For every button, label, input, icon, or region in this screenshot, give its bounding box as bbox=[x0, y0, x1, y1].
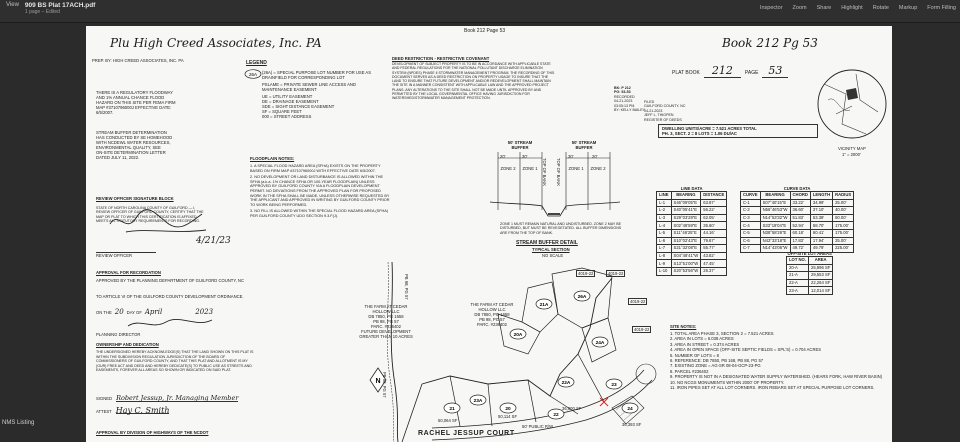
stream-buffer-section bbox=[490, 150, 620, 220]
curve-data-row-cell: 53.39' bbox=[810, 214, 832, 222]
offsite-lot-row-cell: 20-A bbox=[787, 264, 809, 272]
toolbar-left bbox=[6, 2, 95, 15]
svg-text:23: 23 bbox=[611, 382, 617, 388]
line-data-row bbox=[657, 252, 727, 260]
curve-data-title: CURVE DATA bbox=[783, 186, 811, 191]
curve-data-row-cell: C-7 bbox=[741, 245, 761, 253]
curve-header: CHORD bbox=[790, 192, 810, 200]
line-data-row-cell: S13°51'00"W bbox=[671, 260, 701, 268]
stream-note-line: WITH NCDEWL WATER RESOURCES, bbox=[96, 140, 171, 145]
curve-data-row-cell: 17.94' bbox=[810, 237, 832, 245]
lot-number bbox=[536, 299, 552, 309]
line-data-row bbox=[657, 229, 727, 237]
curve-data-row-cell: 52.94' bbox=[790, 222, 810, 230]
floodplain-note-line: 6/5/2007. bbox=[96, 110, 114, 115]
line-data-row-cell: S20°53'56"W bbox=[671, 267, 701, 275]
special-lot-symbol bbox=[244, 69, 262, 79]
curve-data-row-cell: 33.22' bbox=[790, 199, 810, 207]
svg-text:26A: 26A bbox=[577, 294, 587, 300]
toolbar-tools bbox=[760, 5, 956, 11]
offsite-lot-row-cell: 25,996 SF bbox=[808, 264, 832, 272]
ownership-title: OWNERSHIP AND DEDICATION bbox=[96, 342, 159, 347]
line-data-row-cell: 79.67' bbox=[701, 237, 727, 245]
farm-label-line: PB 98, PG 57 bbox=[479, 317, 505, 322]
legend-title: LEGEND bbox=[246, 60, 267, 66]
plat-drawing bbox=[282, 258, 658, 442]
offsite-lot-row bbox=[787, 279, 833, 287]
site-note: 10. NO NCGS MONUMENTS WITHIN 2000' OF PROPERTY. bbox=[670, 379, 785, 385]
stream-note-line: ENVIRONMENTAL QUALITY, SEE bbox=[96, 145, 161, 150]
curve-data-row-cell: 60.41' bbox=[810, 229, 832, 237]
line-data-row-cell: S04°48'41"W bbox=[671, 252, 701, 260]
farm-label-line: PARC. #236402 bbox=[477, 322, 507, 327]
line-data-row-cell: 43.82' bbox=[701, 252, 727, 260]
legend-list bbox=[262, 70, 380, 119]
offsite-lot-row-cell: 23-A bbox=[787, 287, 809, 295]
road-name: RACHEL JESSUP COURT bbox=[418, 430, 515, 437]
lot-area: 50,114 SF bbox=[498, 414, 518, 419]
line-data-row-cell: L-2 bbox=[657, 207, 672, 215]
farm-label-line: PARC. #236402 bbox=[371, 324, 401, 329]
curve-data-row-cell: 36.60' bbox=[790, 207, 810, 215]
curve-data-row bbox=[741, 199, 854, 207]
curve-data-row-cell: C-3 bbox=[741, 214, 761, 222]
lot-number bbox=[470, 395, 486, 405]
line-data-row bbox=[657, 222, 727, 230]
parcel-tag: 4019-22 bbox=[630, 299, 646, 304]
legend-item: SF = SQUARE FEET bbox=[262, 109, 302, 114]
line-header: LINE bbox=[657, 192, 672, 200]
curve-data-row-cell: N38°58'26"E bbox=[760, 229, 790, 237]
dwelling-line-2: PH. 3, SECT. 2 = 8 LOTS = 1.06 DU/AC bbox=[662, 131, 737, 136]
stream-note-line: STREAM BUFFER DETERMINATION bbox=[96, 130, 167, 135]
curve-header: LENGTH bbox=[810, 192, 832, 200]
approval-highways: APPROVAL BY DIVISION OF HIGHWAYS OF THE NCDOT bbox=[96, 430, 209, 435]
svg-text:21: 21 bbox=[449, 406, 455, 412]
line-data-row-cell: 35.60' bbox=[701, 222, 727, 230]
curve-data-row-cell: 60.18' bbox=[790, 229, 810, 237]
line-data-row bbox=[657, 214, 727, 222]
buffer-right-title: 50' STREAM BUFFER bbox=[571, 140, 597, 150]
offsite-lot-row bbox=[787, 264, 833, 272]
review-officer-text: STATE OF NORTH CAROLINA COUNTY OF GUILFORD — I, REVIEW OFFICER OF GUILFORD COUNTY, CERTIFY THAT THE MAP OR PLAT TO WHICH THIS CERTIFICATION IS AFFIXED MEETS ALL STATUTORY REQUIREMENTS FOR RECORDING. bbox=[96, 206, 204, 224]
flood-note: 2. NO DEVELOPMENT OR LAND DISTURBANCE IS ALLOWED WITHIN THE SFHA (a.k.a. 1% CHANCE SFHA OR 100-YEAR FLOODPLAIN) UNLESS APPROVED BY GUILFORD COUNTY VIA A FLOODPLAIN DEVELOPMENT PERMIT. NO DEVIATIONS FROM THE APPROVED PLAN FOR PROPOSED WORK IN THE SFHA SHALL BE MADE, UNLESS OTHERWISE REQUESTED BY THE APPLICANT AND APPROVED IN WRITING BY GUILFORD COUNTY PRIOR TO WORK BEING PERFORMED. bbox=[250, 175, 390, 207]
lot-number bbox=[622, 403, 638, 413]
north-label: N bbox=[375, 378, 381, 385]
signed-line bbox=[96, 396, 238, 402]
planning-director-signature bbox=[126, 316, 216, 332]
book-page-label: Book 212 Page 53 bbox=[464, 28, 506, 34]
line-data-row bbox=[657, 260, 727, 268]
curve-header: RADIUS bbox=[833, 192, 854, 200]
site-notes-title: SITE NOTES: bbox=[670, 324, 697, 329]
curve-data-row-cell: 58.70' bbox=[810, 222, 832, 230]
buffer-zone: ZONE 2 bbox=[590, 166, 606, 171]
site-note: 6. REFERENCE: DB 7850, PB 168, PB 88, PG 57 bbox=[670, 358, 764, 364]
markup-button[interactable]: Markup bbox=[898, 5, 918, 11]
lot-area: 36,600 SF bbox=[562, 406, 582, 411]
svg-text:20A: 20A bbox=[513, 332, 523, 338]
curve-data-row-cell: N14°53'32"W bbox=[760, 214, 790, 222]
site-note: 4. AREA IN OPEN SPACE (OFF-SITE SEPTIC FIELDS = SPL'S) = 0.704 ACRES bbox=[670, 347, 822, 353]
stream-buffer-note bbox=[96, 130, 236, 160]
line-data-table bbox=[656, 191, 727, 276]
line-data-row-cell: S46°09'05"E bbox=[671, 199, 701, 207]
share-button[interactable]: Share bbox=[816, 5, 832, 11]
floodplain-notes bbox=[250, 164, 390, 219]
offsite-title: OFF-SITE LOT AREAS bbox=[787, 251, 832, 256]
watermark-label: NMS Listing bbox=[2, 420, 35, 426]
line-data-row-cell: L-10 bbox=[657, 267, 672, 275]
dwelling-line: DWELLING UNITS/ACRE = 7.521 ACRES TOTAL bbox=[662, 126, 757, 131]
site-note: 1. TOTAL AREA PHASE 3, SECTION 2 = 7.521 ACRES bbox=[670, 331, 774, 336]
stream-note-line: ON-SITE DETERMINATION LETTER bbox=[96, 150, 166, 155]
approval-year: 2023 bbox=[195, 308, 214, 316]
line-data-row-cell: L-5 bbox=[657, 229, 672, 237]
line-data-row-cell: S40°05'41"E bbox=[671, 207, 701, 215]
top-of-bank-label: TOP OF BANK bbox=[542, 158, 547, 187]
lot-number bbox=[510, 329, 526, 339]
legend-item: (26A) = SPECIAL PURPOSE LOT NUMBER FOR USE AS DRAINFIELD FOR CORRESPONDING LOT bbox=[262, 70, 372, 80]
line-data-row-cell: L-8 bbox=[657, 252, 672, 260]
farm-label-line: DB 7850, PG 1658 bbox=[368, 314, 404, 319]
legend-item: UE = UTILITY EASEMENT bbox=[262, 94, 313, 99]
curve-data-row-cell: 49.72' bbox=[790, 245, 810, 253]
curve-data-row-cell: 17.83' bbox=[790, 237, 810, 245]
curve-data-row-cell: S07°40'15"E bbox=[760, 199, 790, 207]
line-data-row-cell: L-6 bbox=[657, 237, 672, 245]
stamp-line: BY: KELLY BAILEY bbox=[614, 108, 646, 113]
curve-data-row-cell: C-6 bbox=[741, 237, 761, 245]
curve-data-row-cell: C-4 bbox=[741, 222, 761, 230]
line-data-row bbox=[657, 199, 727, 207]
plat-book-value: 212 bbox=[704, 64, 741, 78]
flood-note: 1. A SPECIAL FLOOD HAZARD AREA (SFHA) EXISTS ON THE PROPERTY BASED ON FIRM MAP #3710796000J WITH EFFECTIVE DATE 6/5/2007. bbox=[250, 164, 381, 173]
farm-label-line: HOLLOW LLC bbox=[372, 309, 400, 314]
line-data-row bbox=[657, 207, 727, 215]
stream-note-line: HAS CONDUCTED BY SE HOMEHOOD bbox=[96, 135, 173, 140]
ownership-text: THE UNDERSIGNED HEREBY ACKNOWLEDGE(S) THAT THE LAND SHOWN ON THIS PLAT IS WITHIN THE SUBDIVISION REGULATION JURISDICTION OF THE BOARD OF COMMISSIONERS OF GUILFORD COUNTY, AND THAT THIS PLAT AND ALLOTMENT IS MY (OUR) FREE ACT AND DEED AND HEREBY DEDICATE(S) TO PUBLIC USE AS STREETS AND EASEMENTS, FOREVER ALL AREAS SO SHOWN OR INDICATED ON SAID PLAT. bbox=[96, 350, 254, 372]
special-lot-symbol-text: 26A bbox=[248, 71, 258, 77]
flood-note: 3. NO FILL IS ALLOWED WITHIN THE SPECIAL FLOOD HAZARD AREA (SFHA) PER GUILFORD COUNTY UDO SECTION 9.3.F(J). bbox=[250, 209, 389, 218]
recording-stamp-right bbox=[644, 100, 690, 122]
farm-label-line: FUTURE DEVELOPMENT bbox=[361, 329, 411, 334]
floodplain-note-line: MAP #3710796000J EFFECTIVE DATE: bbox=[96, 105, 172, 110]
curve-data-row-cell: 25.00' bbox=[833, 237, 854, 245]
curve-data-row-cell: C-2 bbox=[741, 207, 761, 215]
offsite-lot-row bbox=[787, 287, 833, 295]
line-data-row-cell: L-4 bbox=[657, 222, 672, 230]
farm-label-line: THE FARM AT CEDAR bbox=[364, 304, 408, 309]
lot-number bbox=[500, 403, 516, 413]
floodplain-note bbox=[96, 90, 236, 115]
stream-detail-subtitle: TYPICAL SECTION bbox=[532, 247, 570, 252]
line-data-row-cell: 26.37' bbox=[701, 267, 727, 275]
handwritten-book-page: Book 212 Pg 53 bbox=[722, 36, 818, 50]
attest-name: Hay C. Smith bbox=[115, 406, 170, 415]
parcel-tag: 4019-22 bbox=[578, 271, 594, 276]
curve-data-row-cell: 49.79' bbox=[810, 245, 832, 253]
view-menu-button[interactable]: View bbox=[6, 2, 19, 8]
highlight-button[interactable]: Highlight bbox=[841, 5, 863, 11]
line-data-row-cell: 63.87' bbox=[701, 199, 727, 207]
curve-data-row-cell: N14°43'06"W bbox=[760, 245, 790, 253]
curve-data-row-cell: 34.99' bbox=[810, 199, 832, 207]
signed-label: SIGNED bbox=[96, 396, 113, 401]
document-title: 909 BS Plat 17ACH.pdf bbox=[24, 2, 96, 9]
curve-data-block bbox=[740, 186, 854, 253]
rotate-button[interactable]: Rotate bbox=[872, 5, 889, 11]
farm-label-north bbox=[452, 302, 532, 327]
curve-header: CURVE bbox=[741, 192, 761, 200]
vicinity-map-label: VICINITY MAP bbox=[838, 146, 866, 151]
offsite-lot-row bbox=[787, 272, 833, 280]
farm-label-line: HOLLOW LLC bbox=[478, 307, 506, 312]
stream-detail-title: STREAM BUFFER DETAIL bbox=[516, 240, 578, 246]
line-data-row bbox=[657, 245, 727, 253]
line-header: DISTANCE bbox=[701, 192, 727, 200]
legend-item: DE = DRAINAGE EASEMENT bbox=[262, 99, 319, 104]
line-data-row-cell: S21°32'08"E bbox=[671, 245, 701, 253]
floodplain-notes-title: FLOODPLAIN NOTES: bbox=[250, 156, 295, 161]
lot-number bbox=[574, 291, 590, 301]
pb-reference: PB 98, PG 57 bbox=[382, 372, 387, 398]
line-data-row-cell: L-1 bbox=[657, 199, 672, 207]
buffer-zone: ZONE 2 bbox=[500, 166, 516, 171]
svg-text:22: 22 bbox=[553, 412, 559, 418]
top-of-bank-label: TOP OF BANK bbox=[556, 158, 561, 187]
inspector-button[interactable]: Inspector bbox=[759, 5, 783, 11]
plat-book-label: PLAT BOOK bbox=[672, 70, 700, 76]
buffer-zone: ZONE 1 bbox=[568, 166, 584, 171]
preview-toolbar bbox=[0, 0, 960, 23]
farm-label-line: THE FARM AT CEDAR bbox=[470, 302, 514, 307]
approval-text: APPROVED BY THE PLANNING DEPARTMENT OF GUILFORD COUNTY, NC bbox=[96, 278, 244, 283]
curve-data-row-cell: 37.10' bbox=[810, 207, 832, 215]
vicinity-map-scale: 1" = 2000' bbox=[842, 152, 861, 157]
curve-data-row-cell: N56°46'53"W bbox=[760, 207, 790, 215]
site-note: 7. EXISTING ZONE = AG-SR 08-04-GCP-23-PG bbox=[670, 363, 761, 369]
curve-data-row-cell: S33°19'04"E bbox=[760, 222, 790, 230]
legend-item: 000 = STREET ADDRESS bbox=[262, 114, 312, 119]
curve-data-row-cell: C-5 bbox=[741, 229, 761, 237]
svg-text:24A: 24A bbox=[595, 340, 605, 346]
offsite-lot-row-cell: 29,553 SF bbox=[808, 272, 832, 280]
stamp-line: 04-21-2023 bbox=[644, 108, 663, 113]
deed-restriction-title: DEED RESTRICTION - RESTRICTIVE COVENANT bbox=[392, 56, 490, 61]
site-note: 8. PARCEL #236402 bbox=[670, 368, 709, 374]
floodplain-note-line: HAZARD ON THIS SITE PER FEMA FIRM bbox=[96, 100, 176, 105]
curve-data-row bbox=[741, 229, 854, 237]
curve-data-row-cell: 175.00' bbox=[833, 229, 854, 237]
curve-data-row bbox=[741, 237, 854, 245]
document-title-block bbox=[25, 2, 95, 15]
curve-data-row-cell: 60.00' bbox=[833, 214, 854, 222]
line-data-row-cell: S02°48'59"E bbox=[671, 222, 701, 230]
offsite-lot-row-cell: 21-A bbox=[787, 272, 809, 280]
legend-item: SDE = SIGHT DISTANCE EASEMENT bbox=[262, 104, 335, 109]
curve-data-row bbox=[741, 214, 854, 222]
stamp-line: RECORDED bbox=[614, 94, 635, 99]
stamp-line: GUILFORD COUNTY, NC bbox=[644, 104, 686, 109]
offsite-header: LOT NO. bbox=[787, 257, 809, 265]
site-note: 9. PROPERTY IS NOT IN A DESIGNATED WATER SUPPLY WATERSHED. (HEARS FORK, HAW RIVER BASIN) bbox=[670, 374, 883, 380]
approval-month-label: DAY OF bbox=[126, 310, 142, 315]
line-data-row-cell: S10°02'43"E bbox=[671, 237, 701, 245]
line-data-row-cell: S29°03'29"E bbox=[671, 214, 701, 222]
plat-document[interactable] bbox=[86, 26, 892, 442]
site-note: 5. NUMBER OF LOTS = 8 bbox=[670, 352, 719, 358]
review-date: 4/21/23 bbox=[196, 236, 231, 246]
lot-number bbox=[592, 337, 608, 347]
line-data-row-cell: 44.16' bbox=[701, 229, 727, 237]
offsite-lot-block bbox=[786, 251, 833, 295]
svg-text:22A: 22A bbox=[561, 380, 571, 386]
approval-date-line bbox=[96, 310, 213, 315]
curve-data-row-cell: 51.83' bbox=[790, 214, 810, 222]
line-data-row-cell: 47.45' bbox=[701, 260, 727, 268]
curve-data-row-cell: C-1 bbox=[741, 199, 761, 207]
farm-label-line: DB 7850, PG 1658 bbox=[474, 312, 510, 317]
buffer-dim: 30' bbox=[522, 154, 528, 159]
plat-book-box bbox=[672, 64, 788, 78]
approval-sub: TO ARTICLE VI OF THE GUILFORD COUNTY DEVELOPMENT ORDINANCE. bbox=[96, 294, 244, 299]
floodplain-note-line: THERE IS A REGULATORY FLOODWAY bbox=[96, 90, 173, 95]
pb-reference: PB 98, PG 57 bbox=[404, 274, 409, 300]
review-officer-title: REVIEW OFFICER SIGNATURE BLOCK bbox=[96, 196, 174, 201]
curve-data-row-cell: 40.00' bbox=[833, 207, 854, 215]
stamp-line: JEFF L. THIGPEN bbox=[644, 113, 674, 118]
line-data-row bbox=[657, 237, 727, 245]
buffer-dim: 30' bbox=[568, 154, 574, 159]
offsite-lot-row-cell: 22,264 SF bbox=[808, 279, 832, 287]
line-header: BEARING bbox=[671, 192, 701, 200]
farm-label-line: GREATER THAN 10 ACRES bbox=[359, 334, 413, 339]
plat-page-value: 53 bbox=[762, 64, 788, 78]
planning-director-label: PLANNING DIRECTOR bbox=[96, 332, 141, 337]
stream-detail-scale: NO SCALE bbox=[542, 253, 564, 258]
parcel-tag: 4019-22 bbox=[634, 327, 650, 332]
signed-name: Robert Jessup, Jr. Managing Member bbox=[116, 394, 239, 402]
curve-data-row-cell: N43°33'18"E bbox=[760, 237, 790, 245]
stream-note-line: DATED JULY 11, 2022. bbox=[96, 155, 140, 160]
farm-label-line: PB 98, PG 57 bbox=[373, 319, 399, 324]
stamp-line: REGISTER OF DEEDS bbox=[644, 117, 682, 122]
buffer-zone: ZONE 1 bbox=[522, 166, 538, 171]
stamp-line: FILED bbox=[644, 100, 655, 104]
svg-text:23A: 23A bbox=[473, 398, 483, 404]
legend-item: PSLAME = PRIVATE SEWER LINE ACCESS AND MAINTENANCE EASEMENT bbox=[262, 82, 356, 92]
lot-number bbox=[444, 403, 460, 413]
offsite-lot-row-cell: 12,014 SF bbox=[808, 287, 832, 295]
farm-label-west bbox=[344, 304, 428, 339]
zone-note: ZONE 1 MUST REMAIN NATURAL AND UNDISTURBED. ZONE 2 MAY BE DISTURBED, BUT MUST BE REVEGETATED. ALL BUFFER DIMENSIONS ARE FROM THE TOP OF BANK. bbox=[500, 222, 622, 235]
buffer-dim: 20' bbox=[592, 154, 598, 159]
offsite-header: AREA bbox=[808, 257, 832, 265]
stamp-line: 03:05:13 PM bbox=[614, 103, 635, 108]
line-data-row-cell: S11°46'25"E bbox=[671, 229, 701, 237]
attest-line bbox=[96, 408, 169, 414]
site-note: 2. AREA IN LOTS = 6.038 ACRES bbox=[670, 336, 734, 342]
line-data-title: LINE DATA bbox=[680, 186, 703, 191]
curve-data-row-cell: 225.00' bbox=[833, 245, 854, 253]
line-data-row bbox=[657, 267, 727, 275]
document-subtitle: 1 page – Edited bbox=[24, 9, 60, 15]
deed-restriction-text: DEVELOPMENT OF SUBJECT PROPERTY IS TO BE IN ACCORDANCE WITH APPLICABLE STATE AND FEDERAL REGULATIONS FOR THE NATIONAL POLLUTANT DISCHARGE ELIMINATION SYSTEM (NPDES) PHASE II STORMWATER MANAGEMENT PROGRAM. THE RECORDING OF THIS DOCUMENT SERVES AS A DEED RESTRICTION ON PROPERTY USAGE TO INSURE THAT THE LAND TO ENSURE THAT FUTURE DEVELOPMENT AND/OR REDEVELOPMENT SHALL MAINTAIN THE SITE IN A MANNER CONSISTENT WITH APPLICABLE LAW AND THE APPROVED PROJECT PLANS. ANY ALTERATIONS TO THE SITE SHALL NOT BE MADE UNTIL APPROVED BY AND PERMITTED BY THE LOCAL GOVERNMENTAL OFFICE HAVING JURISDICTION FOR WATERSHED/STORMWATER MANAGEMENT PROTECTION. bbox=[392, 62, 555, 101]
svg-text:24: 24 bbox=[627, 406, 633, 412]
plat-page-label: PAGE bbox=[744, 70, 759, 76]
attest-label: ATTEST bbox=[96, 409, 112, 414]
line-data-row-cell: 62.05' bbox=[701, 214, 727, 222]
curve-data-table bbox=[740, 191, 854, 253]
form-filling-button[interactable]: Form Filling bbox=[927, 5, 956, 11]
lot-number bbox=[558, 377, 574, 387]
stamp-line: 04-21-2023 bbox=[614, 99, 633, 104]
svg-text:21A: 21A bbox=[539, 302, 549, 308]
curve-data-row bbox=[741, 207, 854, 215]
approval-title: APPROVAL FOR RECORDATION bbox=[96, 270, 161, 275]
curve-data-row bbox=[741, 222, 854, 230]
zoom-button[interactable]: Zoom bbox=[792, 5, 807, 11]
line-data-row-cell: 55.77' bbox=[701, 245, 727, 253]
approval-month: April bbox=[144, 308, 163, 316]
handwritten-header: Plu High Creed Associates, Inc. PA bbox=[110, 36, 322, 50]
site-note: 3. AREA IN STREET = 0.374 ACRES bbox=[670, 341, 740, 347]
approval-day: 20 bbox=[114, 308, 124, 316]
curve-data-row-cell: 25.00' bbox=[833, 199, 854, 207]
stamp-line: PG: 53-53 bbox=[614, 90, 631, 95]
buffer-dim: 20' bbox=[500, 154, 506, 159]
curve-header: BEARING bbox=[760, 192, 790, 200]
curve-data-row-cell: 175.00' bbox=[833, 222, 854, 230]
prepared-by: PREP. BY: HIGH CREED ASSOCIATES, INC. PA bbox=[92, 58, 184, 63]
lot-area: 36,393 SF bbox=[622, 422, 642, 427]
road-width: 50' PUBLIC R/W bbox=[522, 424, 554, 429]
offsite-lot-row-cell: 22-A bbox=[787, 279, 809, 287]
line-data-block bbox=[656, 186, 727, 276]
stamp-line: BK: P 212 bbox=[614, 86, 631, 90]
lot-area: 50,064 SF bbox=[438, 418, 458, 423]
line-data-row-cell: L-7 bbox=[657, 245, 672, 253]
line-data-row-cell: L-3 bbox=[657, 214, 672, 222]
dwelling-units-box bbox=[658, 124, 818, 138]
lot-number bbox=[606, 379, 622, 389]
approval-day-label: ON THE bbox=[96, 310, 112, 315]
line-data-row-cell: 56.22' bbox=[701, 207, 727, 215]
line-data-row-cell: L-9 bbox=[657, 260, 672, 268]
review-officer-label: REVIEW OFFICER bbox=[96, 252, 156, 258]
offsite-lot-table bbox=[786, 256, 833, 295]
floodplain-note-line: AND 1% ANNUAL CHANCE FLOOD bbox=[96, 95, 165, 100]
buffer-left-title: 50' STREAM BUFFER bbox=[507, 140, 533, 150]
svg-text:20: 20 bbox=[505, 406, 511, 412]
parcel-tag: 4019-22 bbox=[608, 271, 624, 276]
site-notes-list bbox=[670, 331, 888, 390]
site-note: 11. IRON PIPES SET AT ALL LOT CORNERS. IRON REBARS SET AT SPECIAL PURPOSE LOT CORNERS. bbox=[670, 385, 875, 391]
